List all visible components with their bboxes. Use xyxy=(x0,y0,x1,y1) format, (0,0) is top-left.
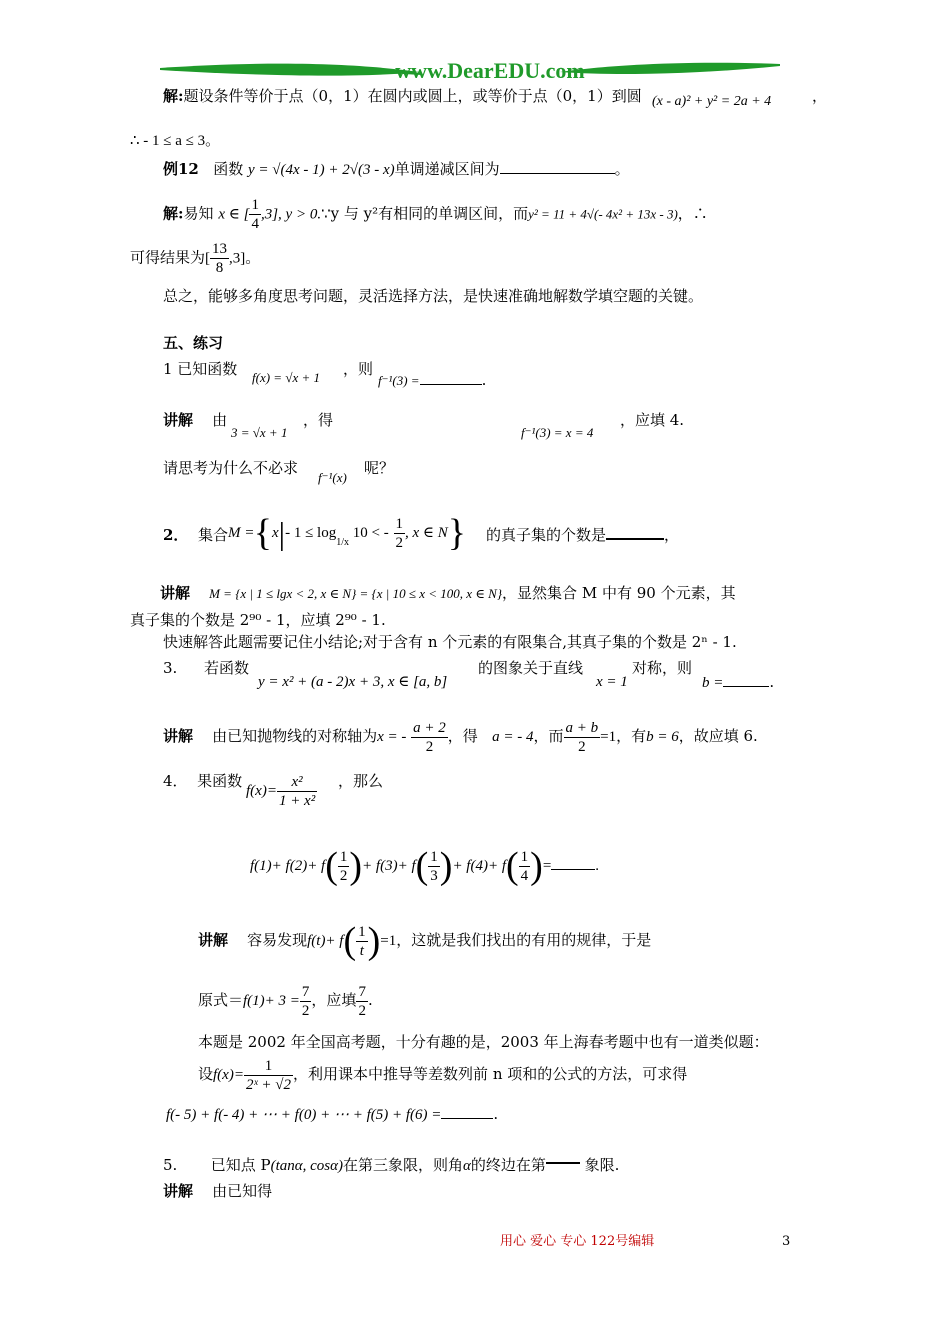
answer-blank xyxy=(723,686,769,687)
result-mid: ，应填 xyxy=(311,991,357,1009)
problem-4-expression: f(1)+ f(2)+ f( $\frac{1}{2}$ )+ f(3)+ f( $\frac{1}{3}$ )+ f(4)+ f( $\frac{1}{4}$ )= . xyxy=(250,845,600,887)
problem-3-mid: 的图象关于直线 xyxy=(478,659,584,677)
answer-blank xyxy=(551,869,595,870)
example-label: 例12 xyxy=(163,160,199,178)
answer-blank xyxy=(606,538,664,540)
solution-line-1 xyxy=(163,86,642,106)
solution-inverse: f⁻¹(3) = x = 4 xyxy=(521,425,594,440)
answer-blank xyxy=(500,173,615,174)
logo-text: www.DearEDU.com xyxy=(395,58,585,83)
problem-1-mid: ，则 xyxy=(343,360,374,378)
solution-pre: 由已知抛物线的对称轴为 xyxy=(212,727,378,745)
example-text-pre: 函数 xyxy=(213,160,244,178)
solution-pre: 容易发现 xyxy=(247,931,308,949)
result-pre: 原式＝ xyxy=(198,991,244,1009)
solution-equation: 3 = √x + 1 xyxy=(231,425,288,440)
midpoint-fraction: $\frac{a + b}{2}$ xyxy=(565,719,599,755)
problem-3-label: 3. xyxy=(163,659,178,677)
problem-1-pre: 1 已知函数 xyxy=(163,360,238,378)
symmetry-line: x = 1 xyxy=(596,674,628,690)
problem-3-pre: 若函数 xyxy=(204,659,250,677)
solution-mid3: ，有 xyxy=(616,727,647,745)
solution-text: 题设条件等价于点（0，1）在圆内或圆上，或等价于点（0，1）到圆 xyxy=(183,87,642,105)
summary-paragraph: 总之，能够多角度思考问题，灵活选择方法，是快速准确地解数学填空题的关键。 xyxy=(163,287,704,305)
problem-4-note: 本题是 2002 年全国高考题，十分有趣的是，2003 年上海春考题中也有一道类似题： xyxy=(198,1033,769,1051)
solution-label: 讲解 xyxy=(163,727,194,745)
answer-blank xyxy=(420,384,482,385)
solution-label: 讲解 xyxy=(163,411,194,429)
note-pre: 设 xyxy=(198,1065,214,1083)
page-number: 3 xyxy=(782,1234,791,1249)
problem-label: 4． xyxy=(163,772,188,790)
fraction-quarter: $\frac{1}{4}$ xyxy=(251,197,259,232)
problem-mid2: 的终边在第 xyxy=(470,1156,546,1174)
problem-4 xyxy=(163,771,242,791)
problem-3-solution: 讲解 由已知抛物线的对称轴为x = - $\frac{a + 2}{2}$ ，得 a = - 4，而 $\frac{a + b}{2}$ =1，有b = 6，故应填 6. xyxy=(163,719,758,755)
solution-pre: 易知 xyxy=(183,204,214,223)
problem-4-result: 原式＝f(1)+ 3 = $\frac{7}{2}$ ，应填 $\frac{7}{2}$ . xyxy=(198,983,373,1019)
problem-4-function: f(x)= $\frac{\text{x²}}{\text{1 + x²}}$ xyxy=(246,773,316,809)
problem-1-ask xyxy=(378,370,486,391)
solution-line-3: 快速解答此题需要记住小结论;对于含有 n 个元素的有限集合,其真子集的个数是 2ⁿ - 1. xyxy=(163,633,737,651)
inverse-function: f⁻¹(x) xyxy=(318,470,347,485)
problem-1-solution xyxy=(163,410,227,430)
solution-label: 讲解 xyxy=(160,584,191,602)
problem-4-note-3 xyxy=(166,1104,498,1125)
period: . xyxy=(481,371,487,389)
problem-4-solution: 讲解 容易发现f(t)+ f( $\frac{1}{t}$ )=1，这就是我们找出的有用的规律，于是 xyxy=(198,920,652,962)
range-result: ∴ - 1 ≤ a ≤ 3。 xyxy=(130,133,221,149)
problem-1-function: f(x) = √x + 1 xyxy=(252,370,320,385)
result-end: 。 xyxy=(245,248,261,267)
example-function: y = √(4x - 1) + 2√(3 - x) xyxy=(247,162,395,178)
solution-text: 由已知得 xyxy=(212,1182,273,1200)
problem-2-post xyxy=(486,525,679,545)
problem-mid: 在第三象限，则角 xyxy=(342,1156,463,1174)
solution-mid: ∵y 与 y²有相同的单调区间，而 xyxy=(321,204,529,223)
solution-line-2: 真子集的个数是 2⁹⁰ - 1，应填 2⁹⁰ - 1. xyxy=(130,611,386,629)
problem-pre: 果函数 xyxy=(197,772,243,790)
problem-1-question: 请思考为什么不必求 xyxy=(163,459,299,477)
footer-editor-note: 用心 爱心 专心 122号编辑 xyxy=(500,1234,655,1249)
solution-label: 解: xyxy=(163,204,184,223)
section-heading: 五、练习 xyxy=(163,334,224,352)
solution-end: ，∴ xyxy=(677,204,708,223)
b-value: b = 6 xyxy=(646,729,679,745)
problem-label: 2． xyxy=(163,526,189,544)
result-text: 可得结果为 xyxy=(130,248,206,267)
answer-blank xyxy=(441,1118,493,1119)
question-end: 呢？ xyxy=(364,459,395,477)
comma: ， xyxy=(812,87,828,105)
solution-end: ，这就是我们找出的有用的规律，于是 xyxy=(396,931,652,949)
sum-expression: f(- 5) + f(- 4) + ⋯ + f(0) + ⋯ + f(5) + f(6) = xyxy=(166,1107,442,1123)
a-value: a = - 4 xyxy=(492,729,534,745)
problem-5 xyxy=(163,1155,619,1176)
problem-pre: 集合 xyxy=(197,526,228,544)
problem-4-note-2: 设f(x)= $\frac{1}{\text{2ˣ + √2}}$ ，利用课本中推导等差数列前 n 项和的公式的方法，可求得 xyxy=(198,1057,688,1093)
solution-12-line-1: 解:易知 x ∈ [ $\frac{1}{4}$ ,3], y > 0.∵y 与 y²有相同的单调区间，而y² = 11 + 4√(- 4x² + 13x - 3)，∴ xyxy=(163,197,708,232)
example-text-post: 单调递减区间为 xyxy=(394,160,500,178)
angle-alpha: α xyxy=(463,1158,471,1174)
problem-pre: 已知点 P xyxy=(210,1156,271,1174)
solution-label: 解: xyxy=(163,87,184,105)
fraction-13-8: $\frac{13}{8}$ xyxy=(212,241,228,276)
circle-equation: (x - a)² + y² = 2a + 4 xyxy=(652,94,772,109)
problem-3-mid2: 对称，则 xyxy=(632,659,693,677)
problem-post: 的真子集的个数是 xyxy=(486,526,607,544)
answer-blank xyxy=(546,1162,580,1164)
problem-2-solution xyxy=(160,583,736,604)
solution-mid2: ，而 xyxy=(533,727,564,745)
point-coordinates: (tanα, cosα) xyxy=(270,1158,343,1174)
problem-4-mid: ，那么 xyxy=(338,772,384,790)
solution-label: 讲解 xyxy=(163,1182,194,1200)
example-12 xyxy=(163,159,630,180)
solution-post: ，显然集合 M 中有 90 个元素，其 xyxy=(502,584,736,602)
problem-label: 5. xyxy=(163,1156,178,1174)
problem-3-ask xyxy=(702,672,774,693)
solution-mid: ，得 xyxy=(303,411,334,429)
period: . xyxy=(769,673,775,691)
period: . xyxy=(493,1105,499,1123)
set-simplified: M = {x | 1 ≤ lgx < 2, x ∈ N} = {x | 10 ≤ x < 100, x ∈ N} xyxy=(209,586,503,601)
example-end: 。 xyxy=(614,160,630,178)
problem-2 xyxy=(163,525,228,545)
solution-end: ，故应填 6. xyxy=(678,727,758,745)
axis-fraction: $\frac{a + 2}{2}$ xyxy=(413,719,446,755)
solution-answer: ，应填 4. xyxy=(620,411,685,429)
solution-mid: ，得 xyxy=(447,727,478,745)
solution-square-expression: y² = 11 + 4√(- 4x² + 13x - 3) xyxy=(528,206,678,222)
problem-3-function: y = x² + (a - 2)x + 3, x ∈ [a, b] xyxy=(258,674,448,690)
solution-12-line-2: 可得结果为[ $\frac{13}{8}$ ,3]。 xyxy=(130,241,261,276)
solution-label: 讲解 xyxy=(198,931,229,949)
header-logo-banner xyxy=(160,56,780,86)
solution-pre: 由 xyxy=(212,411,228,429)
result-end: . xyxy=(367,991,373,1009)
b-equals: b = xyxy=(702,675,724,691)
problem-end: 象限. xyxy=(584,1156,620,1174)
problem-5-solution xyxy=(163,1181,272,1201)
comma: ， xyxy=(664,526,680,544)
inverse-value: f⁻¹(3) = xyxy=(378,373,420,388)
note-post: ，利用课本中推导等差数列前 n 项和的公式的方法，可求得 xyxy=(293,1065,688,1083)
set-definition: M ={x|- $1 \le \log_{1/x} 10$ < - $\frac{1}{2}$ , x ∈ N} xyxy=(228,512,467,554)
